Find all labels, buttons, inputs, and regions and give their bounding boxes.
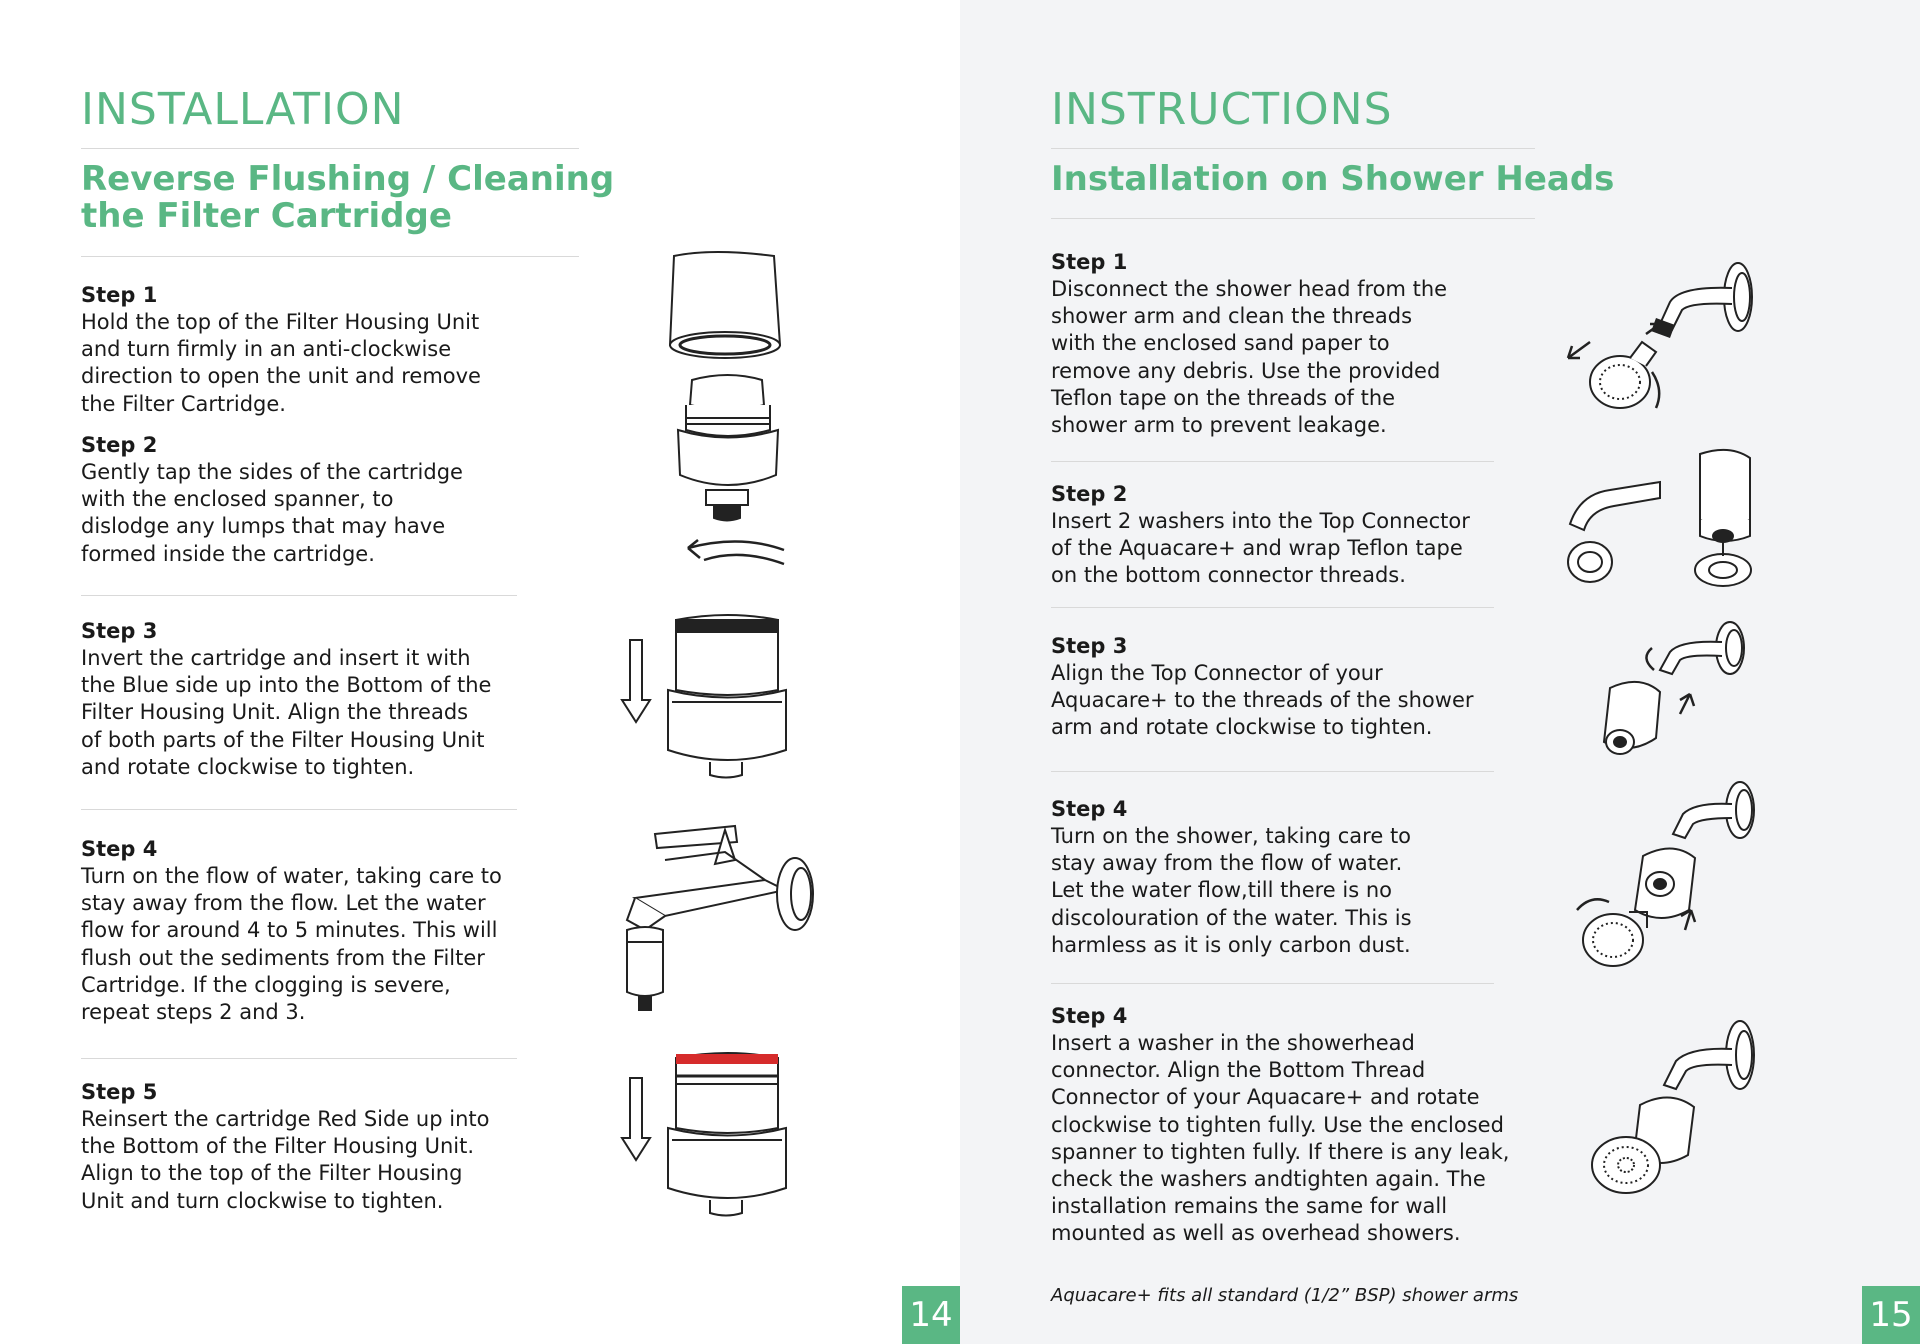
step-divider	[1051, 607, 1494, 608]
shower-head-removal-illustration	[1560, 262, 1760, 422]
step-label: Step 2	[81, 433, 158, 457]
step-line: Connector of your Aquacare+ and rotate	[1051, 1085, 1480, 1110]
step-line: and turn firmly in an anti-clockwise	[81, 337, 452, 362]
step-description	[1051, 660, 1474, 742]
filter-attach-illustration	[1570, 618, 1760, 768]
title-divider	[1051, 148, 1535, 149]
step-description	[81, 863, 502, 1026]
left-subtitle-line-2: the Filter Cartridge	[81, 196, 452, 236]
shower-final-illustration	[1570, 1015, 1770, 1195]
step-line: flow for around 4 to 5 minutes. This will	[81, 918, 498, 943]
subtitle-divider	[1051, 218, 1535, 219]
step-line: Teflon tape on the threads of the	[1051, 385, 1396, 410]
shower-flow-illustration	[1565, 780, 1765, 970]
step-line: remove any debris. Use the provided	[1051, 358, 1441, 383]
step-divider	[81, 1058, 517, 1059]
step-line: installation remains the same for wall	[1051, 1194, 1448, 1219]
right-subtitle: Installation on Shower Heads	[1051, 159, 1615, 199]
step-line: Reinsert the cartridge Red Side up into	[81, 1107, 490, 1131]
step-line: spanner to tighten fully. If there is any leak,	[1051, 1139, 1510, 1164]
step-line: Hold the top of the Filter Housing Unit	[81, 310, 480, 334]
left-step-2	[81, 432, 463, 568]
step-line: Align to the top of the Filter Housing	[81, 1161, 463, 1186]
step-label: Step 1	[81, 283, 158, 307]
step-line: Cartridge. If the clogging is severe,	[81, 972, 451, 997]
step-line: Gently tap the sides of the cartridge	[81, 460, 463, 484]
right-section-title: INSTRUCTIONS	[1051, 84, 1393, 135]
step-label: Step 4	[81, 837, 158, 861]
title-divider	[81, 148, 579, 149]
step-line: stay away from the flow of water.	[1051, 851, 1403, 876]
step-line: the Filter Cartridge.	[81, 391, 286, 416]
right-step-4	[1051, 796, 1412, 959]
step-label: Step 3	[1051, 634, 1128, 658]
step-line: discolouration of the water. This is	[1051, 905, 1412, 930]
step-line: Insert a washer in the showerhead	[1051, 1031, 1415, 1055]
cartridge-insert-illustration	[618, 610, 798, 780]
filter-disassembly-illustration	[650, 250, 800, 570]
step-description	[81, 309, 481, 418]
footnote: Aquacare+ fits all standard (1/2” BSP) shower arms	[1051, 1285, 1519, 1306]
step-line: the Bottom of the Filter Housing Unit.	[81, 1134, 475, 1159]
step-line: stay away from the flow. Let the water	[81, 891, 486, 916]
subtitle-divider	[81, 256, 579, 257]
step-line: arm and rotate clockwise to tighten.	[1051, 715, 1433, 740]
step-divider	[1051, 461, 1494, 462]
step-description	[1051, 276, 1447, 439]
tap-flow-illustration	[605, 820, 825, 1020]
step-label: Step 5	[81, 1080, 158, 1104]
step-line: Align the Top Connector of your	[1051, 661, 1383, 685]
left-step-1	[81, 282, 481, 418]
left-step-3	[81, 618, 491, 781]
step-line: the Blue side up into the Bottom of the	[81, 673, 492, 698]
step-line: with the enclosed spanner, to	[81, 487, 394, 512]
step-line: repeat steps 2 and 3.	[81, 1000, 306, 1025]
step-description	[81, 645, 491, 781]
step-divider	[81, 595, 517, 596]
step-label: Step 1	[1051, 250, 1128, 274]
washers-connector-illustration	[1560, 444, 1760, 594]
step-divider	[81, 809, 517, 810]
step-line: clockwise to tighten fully. Use the enclosed	[1051, 1112, 1504, 1137]
step-line: Let the water flow,till there is no	[1051, 878, 1392, 903]
step-label: Step 4	[1051, 1004, 1128, 1028]
right-step-2	[1051, 481, 1470, 590]
step-line: shower arm to prevent leakage.	[1051, 413, 1387, 438]
page-number: 14	[902, 1286, 960, 1344]
step-line: with the enclosed sand paper to	[1051, 331, 1390, 356]
step-description	[81, 1106, 489, 1215]
right-step-3	[1051, 633, 1474, 742]
step-line: dislodge any lumps that may have	[81, 514, 446, 539]
step-label: Step 4	[1051, 797, 1128, 821]
step-line: of the Aquacare+ and wrap Teflon tape	[1051, 536, 1463, 561]
left-step-5	[81, 1079, 489, 1215]
step-line: Aquacare+ to the threads of the shower	[1051, 688, 1474, 713]
step-line: formed inside the cartridge.	[81, 541, 375, 566]
step-description	[1051, 508, 1470, 590]
step-line: direction to open the unit and remove	[81, 364, 481, 389]
step-line: connector. Align the Bottom Thread	[1051, 1058, 1426, 1083]
step-line: Disconnect the shower head from the	[1051, 277, 1448, 301]
step-line: Insert 2 washers into the Top Connector	[1051, 509, 1470, 533]
step-line: of both parts of the Filter Housing Unit	[81, 727, 485, 752]
left-subtitle-line-1: Reverse Flushing / Cleaning	[81, 159, 615, 199]
page-number: 15	[1862, 1286, 1920, 1344]
left-subtitle	[81, 161, 614, 235]
step-description	[1051, 823, 1412, 959]
step-line: flush out the sediments from the Filter	[81, 945, 485, 970]
step-label: Step 2	[1051, 482, 1128, 506]
step-line: mounted as well as overhead showers.	[1051, 1221, 1461, 1246]
step-line: Filter Housing Unit. Align the threads	[81, 700, 469, 725]
left-step-4	[81, 836, 502, 1026]
step-line: harmless as it is only carbon dust.	[1051, 932, 1411, 957]
step-line: shower arm and clean the threads	[1051, 304, 1413, 329]
step-line: on the bottom connector threads.	[1051, 563, 1406, 588]
step-description	[81, 459, 463, 568]
step-line: Unit and turn clockwise to tighten.	[81, 1188, 444, 1213]
step-line: Invert the cartridge and insert it with	[81, 646, 471, 670]
step-line: Turn on the shower, taking care to	[1051, 824, 1412, 848]
step-divider	[1051, 771, 1494, 772]
cartridge-red-side-illustration	[618, 1048, 798, 1218]
step-line: check the washers andtighten again. The	[1051, 1167, 1486, 1192]
step-divider	[1051, 983, 1494, 984]
step-label: Step 3	[81, 619, 158, 643]
left-section-title: INSTALLATION	[81, 84, 405, 135]
step-line: Turn on the flow of water, taking care to	[81, 864, 502, 888]
right-page	[960, 0, 1920, 1344]
right-step-1	[1051, 249, 1447, 439]
step-description	[1051, 1030, 1509, 1248]
right-step-5	[1051, 1003, 1509, 1248]
step-line: and rotate clockwise to tighten.	[81, 754, 415, 779]
